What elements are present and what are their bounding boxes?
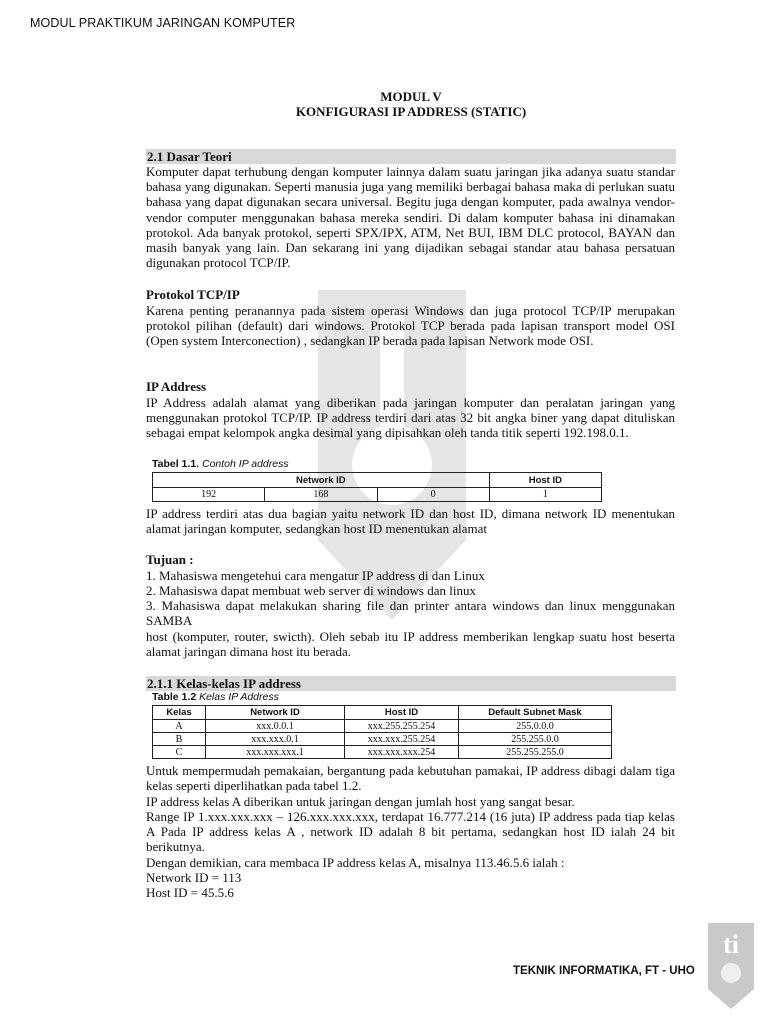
line-contoh-kelas-a: Dengan demikian, cara membaca IP address kelas A, misalnya 113.46.5.6 ialah : xyxy=(146,855,565,870)
paragraph-network-host: IP address terdiri atas dua bagian yaitu network ID dan host ID, dimana network ID menentukan alamat jaringan komputer, sedangkan host ID menentukan alamat xyxy=(146,506,675,537)
paragraph-ip-address: IP Address adalah alamat yang diberikan pada jaringan komputer dan peralatan jaringan yang menggunakan protokol TCP/IP. IP address terdiri dari atas 32 bit angka biner yang dapat dituliskan sebagai empat kelompok angka desimal yang dipisahkan oleh tanda titik seperti 192.198.0.1. xyxy=(146,395,675,441)
table2-cell: xxx.xxx.0.1 xyxy=(206,733,345,746)
table1-header-network-id: Network ID xyxy=(153,473,490,488)
ti-logo-icon xyxy=(708,923,754,1009)
table2-cell: B xyxy=(153,733,206,746)
goal-item: 3. Mahasiswa dapat melakukan sharing file dan printer antara windows dan linux menggunakan SAMBA xyxy=(146,598,675,629)
goal-item: 2. Mahasiswa dapat membuat web server di windows dan linux xyxy=(146,583,476,598)
table2-header: Default Subnet Mask xyxy=(459,706,612,720)
module-number: MODUL V xyxy=(380,89,442,104)
table2-cell: xxx.xxx.xxx.1 xyxy=(206,746,345,759)
module-title: KONFIGURASI IP ADDRESS (STATIC) xyxy=(295,104,527,119)
ip-example-table xyxy=(152,472,602,502)
paragraph-dasar-teori: Komputer dapat terhubung dengan komputer lainnya dalam suatu jaringan jika adanya suatu standar bahasa yang digunakan. Seperti manusia juga yang memiliki berbagai bahasa maka di perlukan suatu bahasa yang dapat digunakan secara universal. Begitu juga dengan komputer, pada awalnya vendor-vendor computer menggunakan bahasa mereka sendiri. Di dalam komputer bahasa ini dinamakan protokol. Ada banyak protokol, seperti SPX/IPX, ATM, Net BUI, IBM DLC protocol, BAYAN dan masih banyak yang lain. Dan sekarang ini yang dijadikan sebagai standar atau bahasa persatuan digunakan protocol TCP/IP. xyxy=(146,164,675,271)
table2-cell: xxx.xxx.xxx.254 xyxy=(345,746,459,759)
table1-cell: 168 xyxy=(265,488,377,502)
table2-cell: A xyxy=(153,720,206,733)
table2-cell: xxx.xxx.255.254 xyxy=(345,733,459,746)
table2-header: Host ID xyxy=(345,706,459,720)
table2-header: Network ID xyxy=(206,706,345,720)
subheading-tujuan: Tujuan : xyxy=(146,552,194,567)
page-header: MODUL PRAKTIKUM JARINGAN KOMPUTER xyxy=(30,16,296,30)
table2-cell: 255.255.0.0 xyxy=(459,733,612,746)
table2-cell: C xyxy=(153,746,206,759)
line-host-id: Host ID = 45.5.6 xyxy=(146,885,234,900)
line-kelas-a: IP address kelas A diberikan untuk jaringan dengan jumlah host yang sangat besar. xyxy=(146,794,575,809)
page-footer: TEKNIK INFORMATIKA, FT - UHO xyxy=(513,965,695,977)
table1-cell: 1 xyxy=(489,488,601,502)
table1-cell: 192 xyxy=(153,488,265,502)
svg-text:ti: ti xyxy=(723,930,739,959)
table1-cell: 0 xyxy=(377,488,489,502)
subheading-ip-address: IP Address xyxy=(146,379,207,394)
paragraph-host-address: host (komputer, router, swicth). Oleh sebab itu IP address memberikan lengkap suatu host beserta alamat jaringan dimana host itu berada. xyxy=(146,629,675,660)
section-heading-kelas-ip: 2.1.1 Kelas-kelas IP address xyxy=(146,676,676,691)
table1-caption: Tabel 1.1. Contoh IP address xyxy=(152,458,289,470)
table2-cell: 255.255.255.0 xyxy=(459,746,612,759)
table2-cell: xxx.255.255.254 xyxy=(345,720,459,733)
ip-class-table xyxy=(152,705,612,759)
table2-cell: 255.0.0.0 xyxy=(459,720,612,733)
paragraph-range-ip: Range IP 1.xxx.xxx.xxx – 126.xxx.xxx.xxx, terdapat 16.777.214 (16 juta) IP address pada tiap kelas A Pada IP address kelas A , network ID adalah 8 bit pertama, sedangkan host ID ialah 24 bit berikutnya. xyxy=(146,809,675,855)
line-network-id: Network ID = 113 xyxy=(146,870,242,885)
goal-item: 1. Mahasiswa mengetehui cara mengatur IP address di dan Linux xyxy=(146,568,485,583)
subheading-tcp-ip: Protokol TCP/IP xyxy=(146,287,240,302)
table2-header: Kelas xyxy=(153,706,206,720)
table2-cell: xxx.0.0.1 xyxy=(206,720,345,733)
table1-header-host-id: Host ID xyxy=(489,473,601,488)
paragraph-kelas-intro: Untuk mempermudah pemakaian, bergantung pada kebutuhan pamakai, IP address dibagi dalam tiga kelas seperti diperlihatkan pada tabel 1.2. xyxy=(146,763,675,794)
table2-caption: Table 1.2 Kelas IP Address xyxy=(152,691,279,703)
paragraph-tcp-ip: Karena penting peranannya pada sistem operasi Windows dan juga protocol TCP/IP merupakan protokol pilihan (default) dari windows. Protokol TCP berada pada lapisan transport model OSI (Open system Interconection) , sedangkan IP berada pada lapisan Network mode OSI. xyxy=(146,303,675,349)
section-heading-dasar-teori: 2.1 Dasar Teori xyxy=(146,149,676,164)
